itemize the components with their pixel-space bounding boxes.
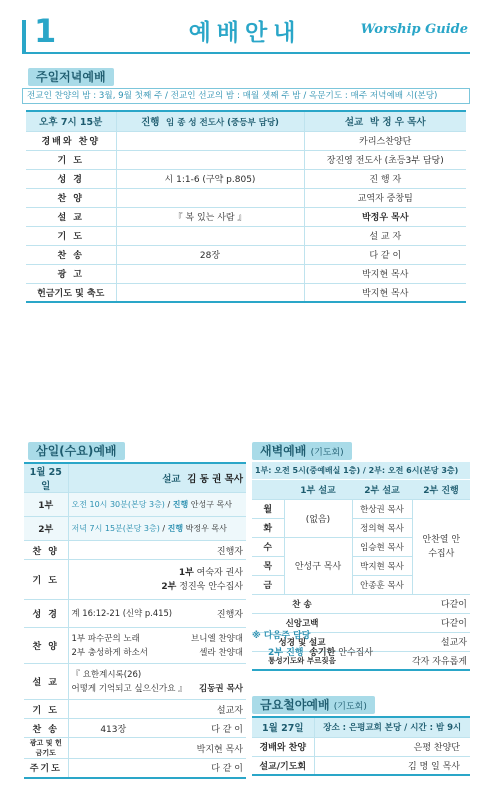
- row-label: 신앙고백: [252, 613, 352, 632]
- table-row: [24, 719, 246, 738]
- dawn-next-title: 안수집사: [338, 648, 373, 658]
- wed-prayer-p1: 1부: [178, 567, 194, 578]
- wed-part1-sep: /: [167, 500, 171, 509]
- service-time: 오후 7시 15분: [26, 111, 116, 131]
- row-mid: 28장: [116, 245, 304, 264]
- section-title-dawn: [252, 442, 352, 460]
- row-right: 다 같 이: [304, 245, 466, 264]
- wed-part2-label: 2부: [24, 517, 68, 541]
- table-row: [24, 759, 246, 778]
- row-mid: [116, 226, 304, 245]
- wed-prayer-p1-name: 여숙자 권사: [196, 567, 243, 578]
- row-right: 카리스찬양단: [304, 131, 466, 150]
- row-label: 찬 송: [24, 719, 68, 738]
- row-right: 설교자: [352, 632, 470, 651]
- wed-part2-time: 저녁 7시 15분(본당 3층): [71, 524, 160, 533]
- row-label: 경배와 찬양: [252, 737, 314, 756]
- row-mid: [116, 188, 304, 207]
- row-right: 장진영 전도사 (초등3부 담당): [304, 150, 466, 169]
- row-label: 성경 및 설교: [252, 632, 352, 651]
- dawn-day-fri: 금: [252, 575, 284, 594]
- leader-name: 임 종 성 전도사 (중등부 담당): [166, 118, 279, 129]
- wed-chant2-cell: [68, 628, 246, 664]
- wed-preacher-label: 설교: [162, 474, 181, 485]
- wed-part2-info: [68, 517, 246, 541]
- row-label: 찬 송: [252, 594, 352, 613]
- wed-prayer-label: 기 도: [24, 560, 68, 600]
- wed-part1-lead-label: 진행: [172, 500, 189, 509]
- page-subtitle: Worship Guide: [360, 22, 468, 37]
- dawn-note: 1부: 오전 5시(중예배실 1층) / 2부: 오전 6시(본당 3층): [252, 462, 470, 479]
- friday-date: 1월 27일: [252, 717, 314, 737]
- dawn-p3-name: 안찬열 안수집사: [422, 534, 461, 559]
- wed-scripture-right: 진행자: [216, 610, 243, 620]
- dawn-p1-bottom: 안성구 목사: [284, 537, 352, 594]
- dawn-day-mon: 월: [252, 499, 284, 518]
- wed-sermon-title-1: 『 요한계시록(26): [71, 669, 142, 680]
- row-label: 헌금기도 및 축도: [26, 283, 116, 302]
- table-row: [26, 283, 466, 302]
- dawn-day-wed: 수: [252, 537, 284, 556]
- wed-chant2-label: 찬 양: [24, 628, 68, 664]
- dawn-table: [252, 480, 470, 671]
- wed-part1-time: 오전 10시 30분(본당 3층): [71, 500, 165, 509]
- friday-title: 금요철야예배: [260, 698, 330, 712]
- dawn-day-tue: 화: [252, 518, 284, 537]
- wed-chant1-label: 찬 양: [24, 541, 68, 560]
- row-right: 교역자 중창팀: [304, 188, 466, 207]
- wed-prayer-cell: [68, 560, 246, 600]
- wed-prayer-p2: 2부: [161, 581, 177, 592]
- leader-label: 진행: [141, 117, 160, 129]
- table-row: [26, 150, 466, 169]
- dawn-next-label: ※ 다음주 담당: [252, 631, 311, 641]
- wed-preacher-cell: [68, 463, 246, 493]
- row-label: 기 도: [26, 150, 116, 169]
- dawn-day-thu: 목: [252, 556, 284, 575]
- dawn-p2-tue: 정의혁 목사: [352, 518, 412, 537]
- friday-table: [252, 716, 470, 776]
- wed-sermon-label: 설 교: [24, 664, 68, 700]
- preacher-cell: [304, 111, 466, 131]
- dawn-p1-top: (없음): [284, 499, 352, 537]
- table-row: [26, 131, 466, 150]
- row-right: 각자 자유롭게: [352, 651, 470, 670]
- wed-chant2-r1: 브니엘 찬양대: [191, 633, 243, 644]
- wed-part1-label: 1부: [24, 493, 68, 517]
- sunday-evening-note: 전교인 찬양의 밤 : 3월, 9월 첫째 주 / 전교인 선교의 밤 : 매월 셋째 주 밤 / 옥문기도 : 매주 저녁예배 시(본당): [22, 88, 470, 104]
- section-title-sunday-evening: 주일저녁예배: [28, 68, 114, 86]
- wed-sermon-preacher: 김동권 목사: [198, 683, 243, 694]
- row-right: 박정우 목사: [304, 207, 466, 226]
- dawn-col-2: 2부 설교: [352, 480, 412, 499]
- dawn-next: [268, 645, 373, 658]
- table-row: [26, 188, 466, 207]
- wed-chant2-l1: 1부 파수꾼의 노래: [71, 633, 140, 644]
- wednesday-table: [24, 462, 246, 779]
- dawn-p3: [412, 499, 470, 594]
- row-right: 은평 찬양단: [314, 737, 470, 756]
- table-header-row: [26, 111, 466, 131]
- row-right: 김 명 일 목사: [314, 756, 470, 775]
- row-label: 설교/기도회: [252, 756, 314, 775]
- friday-section: [252, 694, 375, 714]
- header-divider: [22, 52, 470, 54]
- dawn-p2-mon: 한상권 목사: [352, 499, 412, 518]
- table-row: [252, 756, 470, 775]
- sunday-evening-table: [26, 110, 466, 303]
- table-row: [26, 245, 466, 264]
- row-label: 설 교: [26, 207, 116, 226]
- dawn-p2-thu: 박지현 목사: [352, 556, 412, 575]
- row-right: 설교자: [158, 700, 246, 719]
- row-label: 찬 송: [26, 245, 116, 264]
- row-right: 다 같 이: [158, 719, 246, 738]
- row-label: 찬 양: [26, 188, 116, 207]
- wed-scripture-cell: [68, 600, 246, 628]
- table-row: [26, 264, 466, 283]
- wed-part1-info: [68, 493, 246, 517]
- row-label: 주기도: [24, 759, 68, 778]
- dawn-p2-wed: 임승현 목사: [352, 537, 412, 556]
- dawn-next-part: 2부 진행: [268, 648, 304, 658]
- row-right: 박지현 목사: [304, 283, 466, 302]
- wed-part1-leader: 안성구 목사: [190, 500, 232, 509]
- table-row: [24, 700, 246, 719]
- wed-sermon-cell: [68, 664, 246, 700]
- table-row: [26, 207, 466, 226]
- table-row: [26, 226, 466, 245]
- wed-part2-leader: 박정우 목사: [185, 524, 227, 533]
- wed-scripture-label: 성 경: [24, 600, 68, 628]
- table-row: [24, 738, 246, 759]
- row-label: 광고 및 헌금기도: [24, 738, 68, 759]
- row-label: 경배와 찬양: [26, 131, 116, 150]
- row-right: 설 교 자: [304, 226, 466, 245]
- row-label: 기 도: [24, 700, 68, 719]
- row-mid: [116, 283, 304, 302]
- wed-preacher-name: 김 동 권 목사: [187, 474, 243, 485]
- dawn-col-3: 2부 진행: [412, 480, 470, 499]
- wednesday-section: [28, 440, 125, 460]
- row-right: 박지현 목사: [304, 264, 466, 283]
- wed-chant1-right: 진행자: [158, 541, 246, 560]
- row-right: 진 행 자: [304, 169, 466, 188]
- dawn-title: 새벽예배: [260, 444, 307, 458]
- table-row: [26, 169, 466, 188]
- table-row: [252, 594, 470, 613]
- preacher-name: 박 정 우 목사: [369, 117, 426, 129]
- wed-part2-lead-label: 진행: [167, 524, 184, 533]
- wed-chant2-l2: 2부 충성하게 하소서: [71, 647, 149, 658]
- section-title-friday: [252, 696, 375, 714]
- preacher-label: 설교: [344, 117, 364, 129]
- row-mid: [116, 150, 304, 169]
- dawn-p2-fri: 안종훈 목사: [352, 575, 412, 594]
- row-mid: [116, 264, 304, 283]
- page-title: 예배안내: [188, 20, 302, 46]
- sunday-evening-section: [28, 66, 114, 86]
- dawn-section: [252, 440, 352, 460]
- row-right: 다같이: [352, 613, 470, 632]
- row-mid: [68, 738, 158, 759]
- dawn-next-name: 송기한: [309, 648, 336, 658]
- dawn-col-1: 1부 설교: [284, 480, 352, 499]
- friday-place: 장소 : 은평교회 본당 / 시간 : 밤 9시: [314, 717, 470, 737]
- row-label: 기 도: [26, 226, 116, 245]
- row-label: 통성기도와 부르짖음: [252, 651, 352, 670]
- row-mid: 『 복 있는 사람 』: [116, 207, 304, 226]
- row-right: 다같이: [352, 594, 470, 613]
- row-mid: 413장: [68, 719, 158, 738]
- row-mid: [68, 700, 158, 719]
- row-mid: [68, 759, 158, 778]
- wed-prayer-p2-name: 정진욱 안수집사: [179, 581, 243, 592]
- wed-sermon-title-2: 어떻게 기억되고 싶으신가요 』: [71, 683, 187, 694]
- friday-title-small: (기도회): [333, 702, 367, 712]
- row-label: 성 경: [26, 169, 116, 188]
- page-number: 1: [34, 12, 57, 50]
- section-title-wednesday: 삼일(수요)예배: [28, 442, 125, 460]
- row-right: 다 같 이: [158, 759, 246, 778]
- wed-chant2-r2: 셀라 찬양대: [199, 647, 243, 658]
- row-right: 박지현 목사: [158, 738, 246, 759]
- row-label: 광 고: [26, 264, 116, 283]
- table-row: [252, 737, 470, 756]
- row-mid: 시 1:1-6 (구약 p.805): [116, 169, 304, 188]
- wed-part2-sep: /: [162, 524, 166, 533]
- wed-date: 1월 25일: [24, 463, 68, 493]
- row-mid: [116, 131, 304, 150]
- leader-cell: [116, 111, 304, 131]
- wed-scripture-text: 계 16:12-21 (신약 p.415): [71, 608, 173, 618]
- dawn-title-small: (기도회): [310, 448, 344, 458]
